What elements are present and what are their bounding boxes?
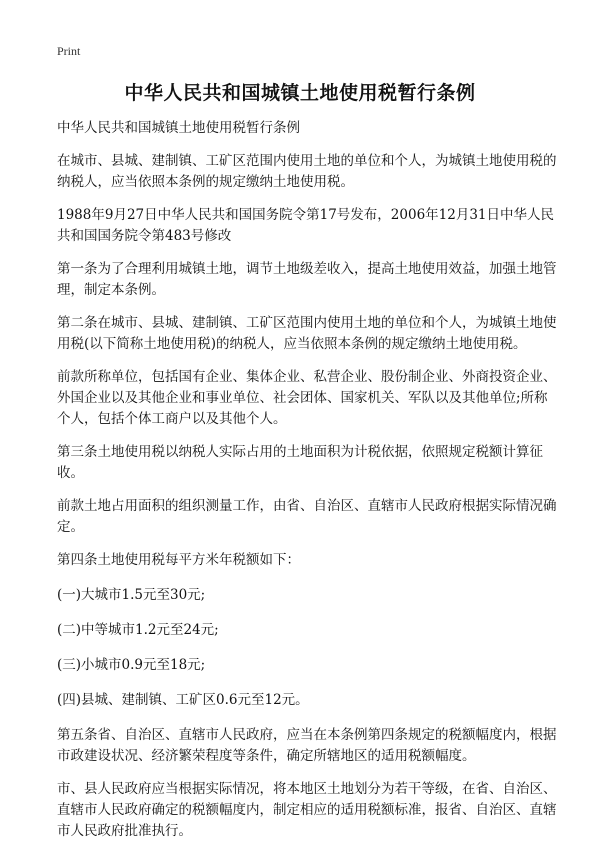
paragraph-article-2-note: 前款所称单位，包括国有企业、集体企业、私营企业、股份制企业、外商投资企业、外国企业以及其他企业和事业单位、社会团体、国家机关、军队以及其他单位;所称个人，包括个体工商户以及其他个人。 — [57, 369, 557, 427]
paragraph-article-4: 第四条土地使用税每平方米年税额如下： — [57, 552, 300, 568]
paragraph-issuance: 1988年9月27日中华人民共和国国务院令第17号发布，2006年12月31日中华人民共和国国务院令第483号修改 — [57, 207, 555, 244]
paragraph-article-2: 第二条在城市、县城、建制镇、工矿区范围内使用土地的单位和个人，为城镇土地使用税(以下简称土地使用税)的纳税人，应当依照本条例的规定缴纳土地使用税。 — [57, 315, 557, 352]
paragraph-rate-1: (一)大城市1.5元至30元; — [57, 587, 206, 603]
paragraph-intro: 在城市、县城、建制镇、工矿区范围内使用土地的单位和个人，为城镇土地使用税的纳税人，应当依照本条例的规定缴纳土地使用税。 — [57, 153, 557, 190]
paragraph-article-5: 第五条省、自治区、直辖市人民政府，应当在本条例第四条规定的税额幅度内，根据市政建设状况、经济繁荣程度等条件，确定所辖地区的适用税额幅度。 — [57, 727, 557, 764]
paragraph-rate-4: (四)县城、建制镇、工矿区0.6元至12元。 — [57, 692, 309, 708]
paragraph-article-3: 第三条土地使用税以纳税人实际占用的土地面积为计税依据，依照规定税额计算征收。 — [57, 444, 543, 481]
paragraph-subtitle: 中华人民共和国城镇土地使用税暂行条例 — [57, 120, 300, 136]
document-body — [57, 118, 560, 854]
paragraph-article-1: 第一条为了合理利用城镇土地，调节土地级差收入，提高土地使用效益，加强土地管理，制定本条例。 — [57, 261, 557, 298]
paragraph-rate-3: (三)小城市0.9元至18元; — [57, 657, 206, 673]
paragraph-article-3-note: 前款土地占用面积的组织测量工作，由省、自治区、直辖市人民政府根据实际情况确定。 — [57, 498, 557, 535]
paragraph-article-5-note: 市、县人民政府应当根据实际情况，将本地区土地划分为若干等级，在省、自治区、直辖市人民政府确定的税额幅度内，制定相应的适用税额标准，报省、自治区、直辖市人民政府批准执行。 — [57, 781, 557, 839]
paragraph-rate-2: (二)中等城市1.2元至24元; — [57, 622, 219, 638]
print-label: Print — [57, 44, 81, 58]
document-title: 中华人民共和国城镇土地使用税暂行条例 — [124, 82, 476, 104]
